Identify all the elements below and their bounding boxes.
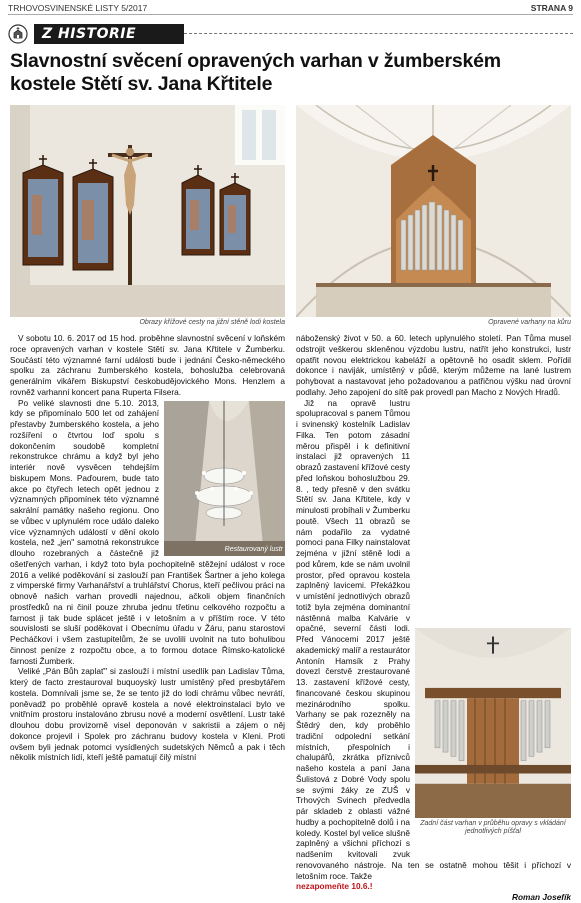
section-header xyxy=(8,24,573,44)
paragraph: V sobotu 10. 6. 2017 od 15 hod. proběhne slavnostní svěcení v loňském roce opravených varhan v kostele Stětí sv. Jana Křtitele v Žumberku. Součástí této významné farní události bude i jednání Česko-německého spolku za záchranu žumberského kostela, bohoslužba celebrovaná generálním vikářem Biskupství českobudějovického Mons. Henzlem a rovněž varhanní koncert pana Ruperta Filsera. xyxy=(10,333,285,397)
caption-photo3: Restaurovaný lustr xyxy=(224,545,283,553)
page-header xyxy=(8,2,573,15)
stations-image xyxy=(10,105,285,317)
organ-back-image xyxy=(415,628,571,818)
paragraph: náboženský život v 50. a 60. letech uplynulého století. Pan Tůma musel odstrojit veškerou skleněnou výzdobu lustru, natřít jeho konstrukci, lustr opatřit novou elektrickou kabeláží a opětovně ho osadit sklem. Pořídil dokonce i naviják, umístěný v půdě, kterým můžeme na lané lustrem pohybovat a nastavovat jeho požadovanou a patřičnou výšku nad úrovní podlahy. Jeho zapojení do sítě pak provedl pan Macho z Nových Hradů. xyxy=(296,333,571,397)
paragraph: Veliké „Pán Bůh zaplať" si zaslouží i místní usedlík pan Ladislav Tůma, který de facto zrestauroval buquoyský lustr umístěný před presbytářem kostela. Domnívali jsme se, že se tento již do lodi chrámu vůbec nevrátí, poněvadž po proběhlé opravě kostela a nové elektroinstalaci bylo ve vnitřním prostoru instalováno zbrusu nové a moderní osvětlení. Lustr také dlouhou dobu provizorně visel deponován v sakristii a zájem o něj dokonce projevil i Spolek pro záchranu budovy kostela v Kleni. Proti ovšem byli jednak potomci vysídlených sudetských Němců a pak i těch několik místních lidí, kteří ještě pamatují čilý místní xyxy=(10,666,285,763)
closing-reminder: nezapomeňte 10.6.! xyxy=(296,881,373,892)
photo-stations-of-cross xyxy=(10,105,285,317)
article-column-right xyxy=(296,333,571,902)
church-crest-icon xyxy=(8,24,28,44)
chandelier-image xyxy=(164,401,285,556)
page-number: STRANA 9 xyxy=(530,3,573,13)
article-headline: Slavnostní svěcení opravených varhan v žumberském kostele Stětí sv. Jana Křtitele xyxy=(10,50,501,95)
organ-image xyxy=(296,105,571,317)
paragraph: Již na opravě lustru spolupracoval s panem Tůmou i svinenský kostelník Ladislav Filka. Ten potom zásadní měrou přispěl i k definitivní instalaci již opravených 11 obrazů zastavení křížové cesty před loňskou bohoslužbou 29. 8. , tedy přesně v den svátku Stětí sv. Jana Křtitele, kdy v minulosti probíhali v Žumberku poutě. Všech 11 obrazů se nám podařilo za vydatné pomoci pana Filky nainstalovat zejména v jižní stěně lodi a pod kůrem, kde se nám uvolnil prostor, před opravou kostela zaplněný lavicemi. Překážkou v umístění jednotlivých obrazů totiž byla zejména dominantní nástěnná malba Kalvárie v opačné, severní části lodi. Před Vánocemi 2017 ještě akademický malíř a restaurátor Antonín Hamsík z Prahy dovezl čerstvě zrestaurované 13. zastavení křížové cesty, financované českou skupinou mezinárodního spolku. Varhany se pak rozezněly na Štědrý den, kdy proběhlo tradiční odpolední setkání místních, přespolních i chalupářů, zkrátka příznivců našeho kostela a paní Jana Šulistová z Dobré Vody spolu se svými žáky ze ZUŠ v Trhových Svinech předvedla pár skladeb z oblasti vážné hudby a pochopitelně dolů i na koledy. Kostel byl velice slušně zaplněný a všichni příchozí s nadšením kvitovali zvuk renovovaného nástroje. Na ten se ostatně mohou těšit i příchozí v letošním roce. Takže xyxy=(296,397,571,881)
paragraph: Po veliké slavnosti dne 5.10. 2013, kdy se připomínalo 500 let od zahájení přestavby žumberského kostela, a jeho rozšíření o čtvrtou loď spolu s dokončením soudobě kompletní rekonstrukce chrámu a když byl jeho interiér nově vysvěcen tehdejším biskupem Mons. Paďourem, bude tato akce po čtyřech letech opět jednou z významných připomínek této významné sakrální památky našeho regionu. Ono se vůbec v uplynulém roce událo daleko více významných událostí v dění okolo kostela, než „jen" samotná rekonstrukce dlouho rozebraných a částečně již ošetřených varhan, i když toto byla pochopitelně stěžejní událost v roce 2016 a veliké poděkování si zaslouží pan František Šartner a jeho kolega z vimperské firmy Varhanářství a truhlářství Chorus, kteří pečlivou práci na obnově našich varhan provedli najednou, ačkoli objem finančních prostředků na ni činil pouze zhruba jednu třetinu celkového rozpočtu a farnost ji tak bude splácet ještě i v letošním a v příštím roce. V této souvislosti se sluší poděkovat i Obecnímu úřadu v Žáru, panu starostovi Pecháčkovi i všem zastupitelům, že se uvolili uvolnit na tuto bohulibou činnost peníze z rozpočtu obce, a to formou dotace Římsko-katolické farnosti Žumberk. xyxy=(10,397,285,666)
author-signature: Roman Josefík xyxy=(511,892,571,902)
article-column-left xyxy=(10,333,285,817)
caption-photo1: Obrazy křížové cesty na jižní stěně lodi kostela xyxy=(139,319,285,326)
caption-photo4: Zadní část varhan v průběhu opravy s vkládání jednotlivých píšťal xyxy=(420,819,566,835)
section-divider xyxy=(184,33,573,34)
publication-name: TRHOVOSVINENSKÉ LISTY 5/2017 xyxy=(8,3,148,13)
photo-organ-back xyxy=(415,628,571,850)
section-title: Z HISTORIE xyxy=(34,24,184,44)
photo-organ-loft xyxy=(296,105,571,317)
caption-photo2: Opravené varhany na kůru xyxy=(488,319,571,326)
photo-chandelier xyxy=(164,401,285,556)
